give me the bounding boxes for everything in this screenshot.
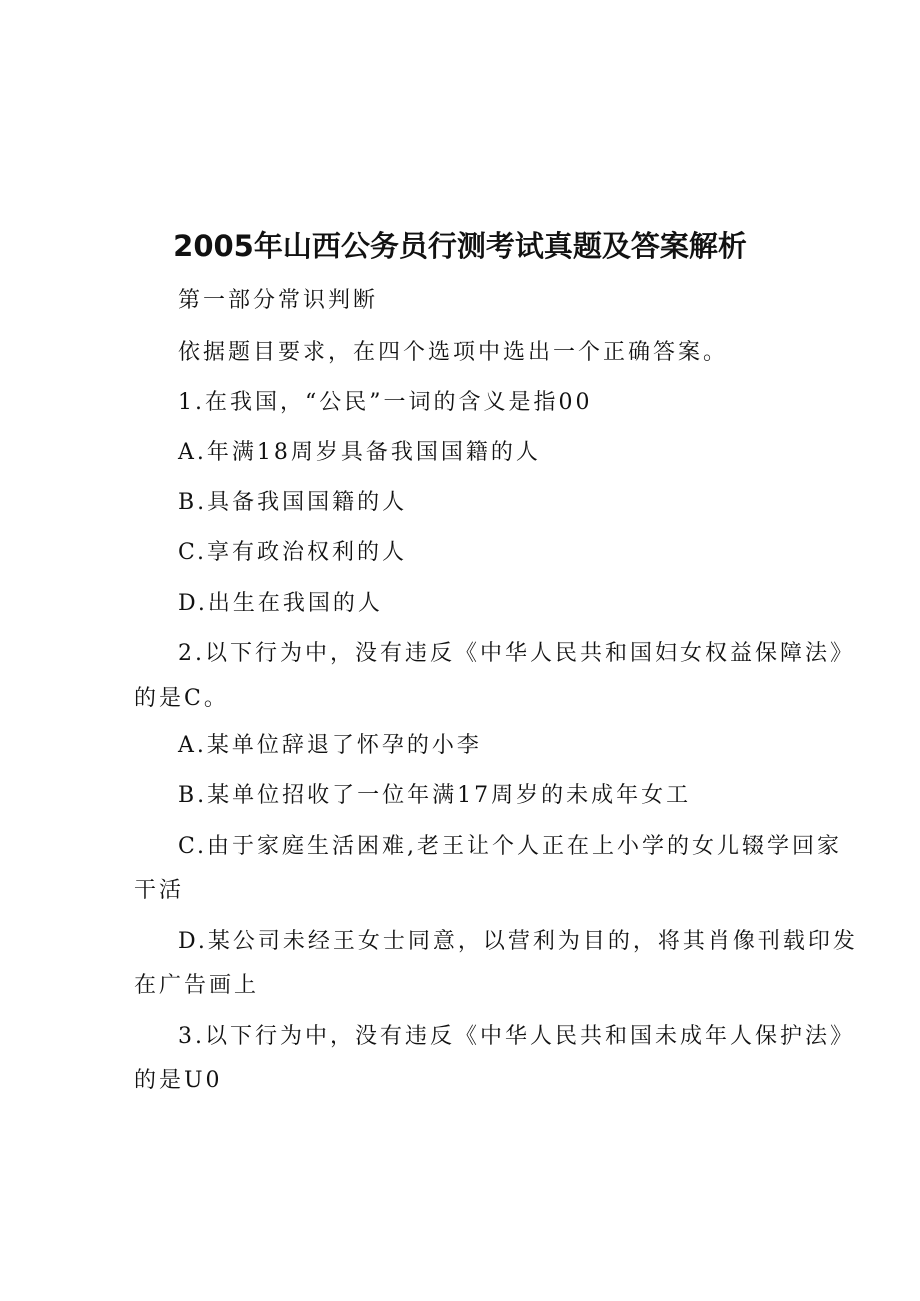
question-1-option-d: D.出生在我国的人 bbox=[178, 591, 383, 616]
question-2-option-d-line-1: D.某公司未经王女士同意，以营利为目的，将其肖像刊载印发 bbox=[178, 929, 858, 954]
question-3-stem-line-2: 的是U0 bbox=[134, 1068, 223, 1093]
question-2-option-c-line-1: C.由于家庭生活困难,老王让个人正在上小学的女儿辍学回家 bbox=[178, 834, 843, 859]
question-2-option-b: B.某单位招收了一位年满17周岁的未成年女工 bbox=[178, 783, 692, 808]
question-2-stem-line-2: 的是C。 bbox=[134, 686, 229, 711]
question-2-option-d-line-2: 在广告画上 bbox=[134, 973, 260, 998]
question-2-option-c-line-2: 干活 bbox=[134, 878, 185, 903]
question-3-stem-line-1: 3.以下行为中，没有违反《中华人民共和国未成年人保护法》 bbox=[178, 1024, 855, 1049]
question-2-stem-line-1: 2.以下行为中，没有违反《中华人民共和国妇女权益保障法》 bbox=[178, 641, 855, 666]
section-heading: 第一部分常识判断 bbox=[178, 288, 379, 313]
question-1-stem: 1.在我国，“公民”一词的含义是指00 bbox=[178, 390, 593, 415]
question-1-option-a: A.年满18周岁具备我国国籍的人 bbox=[178, 440, 541, 465]
question-2-option-a: A.某单位辞退了怀孕的小李 bbox=[178, 733, 482, 758]
question-1-option-b: B.具备我国国籍的人 bbox=[178, 490, 408, 515]
question-1-option-c: C.享有政治权利的人 bbox=[178, 540, 408, 565]
document-title: 2005年山西公务员行测考试真题及答案解析 bbox=[173, 229, 747, 263]
instruction-text: 依据题目要求，在四个选项中选出一个正确答案。 bbox=[178, 340, 729, 365]
